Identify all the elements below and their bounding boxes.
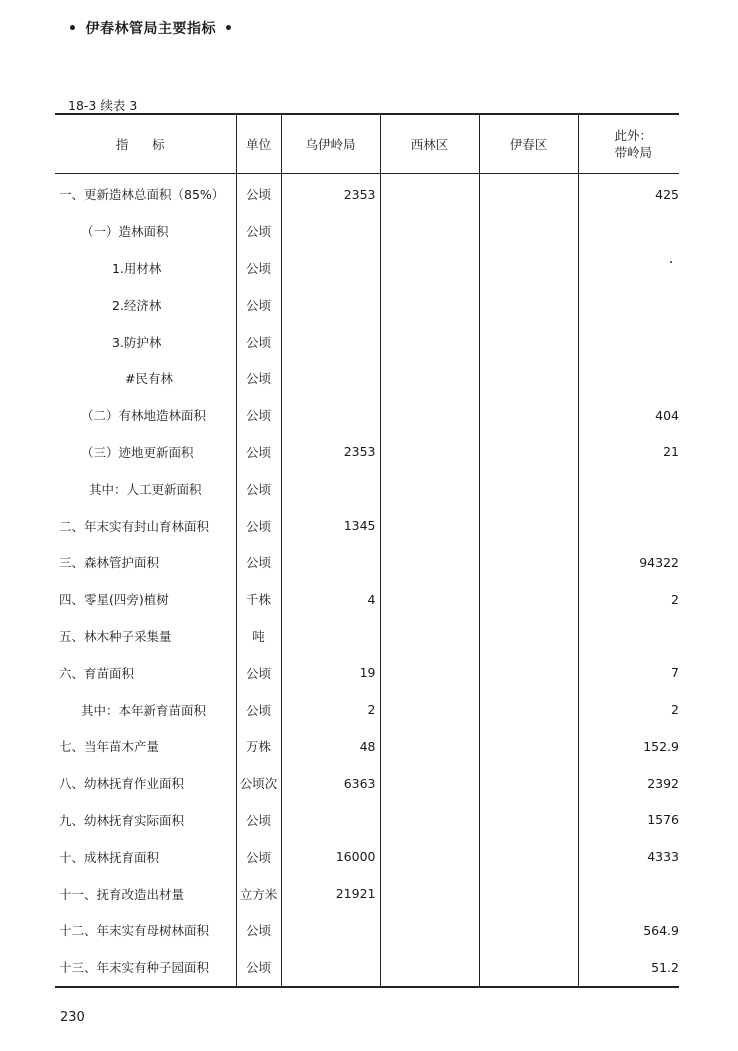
row-indicator: 3.防护林 bbox=[112, 334, 162, 350]
row-indicator: （二）有林地造林面积 bbox=[81, 408, 207, 424]
row-indicator: （三）迹地更新面积 bbox=[81, 444, 194, 460]
row-unit: 公顷 bbox=[236, 691, 281, 728]
row-value-yichun bbox=[479, 250, 578, 287]
row-value-xilin bbox=[380, 691, 479, 728]
row-indicator: 2.经济林 bbox=[112, 297, 162, 313]
row-value-dailing bbox=[578, 470, 679, 507]
table-row bbox=[55, 507, 679, 544]
row-value-xilin bbox=[380, 250, 479, 287]
row-unit: 万株 bbox=[236, 728, 281, 765]
row-value-yichun bbox=[479, 213, 578, 250]
row-indicator: 九、幼林抚育实际面积 bbox=[59, 812, 185, 828]
page-header bbox=[60, 18, 241, 38]
row-value-wuyiling bbox=[281, 213, 380, 250]
row-value-dailing: 2392 bbox=[578, 765, 679, 802]
row-value-wuyiling: 4 bbox=[281, 581, 380, 618]
row-value-dailing: 564.9 bbox=[578, 912, 679, 949]
table-caption: 18-3 续表 3 bbox=[68, 98, 138, 113]
row-value-xilin bbox=[380, 434, 479, 471]
table-row bbox=[55, 838, 679, 875]
column-header-dailing-label: 带岭局 bbox=[614, 145, 653, 160]
row-value-wuyiling: 16000 bbox=[281, 838, 380, 875]
row-value-wuyiling bbox=[281, 397, 380, 434]
row-value-yichun bbox=[479, 360, 578, 397]
row-unit: 千株 bbox=[236, 581, 281, 618]
scan-speck bbox=[670, 261, 672, 263]
row-value-yichun bbox=[479, 949, 578, 987]
row-value-wuyiling: 21921 bbox=[281, 875, 380, 912]
row-unit: 公顷 bbox=[236, 507, 281, 544]
table-row bbox=[55, 213, 679, 250]
row-indicator: 八、幼林抚育作业面积 bbox=[59, 776, 185, 792]
row-value-wuyiling bbox=[281, 912, 380, 949]
table-row bbox=[55, 434, 679, 471]
row-value-wuyiling bbox=[281, 802, 380, 839]
row-indicator: 一、更新造林总面积（85%） bbox=[59, 187, 225, 203]
row-value-dailing bbox=[578, 618, 679, 655]
table-row bbox=[55, 875, 679, 912]
row-value-xilin bbox=[380, 581, 479, 618]
table-row bbox=[55, 618, 679, 655]
row-value-yichun bbox=[479, 765, 578, 802]
row-value-dailing bbox=[578, 250, 679, 287]
row-indicator: 十、成林抚育面积 bbox=[59, 849, 160, 865]
row-unit: 公顷 bbox=[236, 250, 281, 287]
row-unit: 公顷 bbox=[236, 397, 281, 434]
row-value-xilin bbox=[380, 174, 479, 213]
table-row bbox=[55, 250, 679, 287]
row-value-dailing bbox=[578, 507, 679, 544]
row-unit: 吨 bbox=[236, 618, 281, 655]
row-value-yichun bbox=[479, 618, 578, 655]
indicator-table bbox=[55, 113, 679, 988]
table-header-row bbox=[55, 114, 679, 174]
row-indicator: 五、林木种子采集量 bbox=[59, 628, 172, 644]
row-value-dailing: 404 bbox=[578, 397, 679, 434]
row-value-yichun bbox=[479, 875, 578, 912]
row-value-dailing: 152.9 bbox=[578, 728, 679, 765]
row-value-yichun bbox=[479, 728, 578, 765]
row-value-wuyiling: 19 bbox=[281, 654, 380, 691]
column-header-besides: 此外： bbox=[614, 128, 653, 143]
row-value-yichun bbox=[479, 654, 578, 691]
row-value-xilin bbox=[380, 397, 479, 434]
column-header-dailing bbox=[578, 114, 679, 174]
table-row bbox=[55, 765, 679, 802]
table-row bbox=[55, 691, 679, 728]
row-value-yichun bbox=[479, 581, 578, 618]
row-value-yichun bbox=[479, 507, 578, 544]
table-row bbox=[55, 544, 679, 581]
row-value-wuyiling: 2 bbox=[281, 691, 380, 728]
table-row bbox=[55, 323, 679, 360]
row-value-yichun bbox=[479, 397, 578, 434]
row-indicator: 1.用材林 bbox=[112, 260, 162, 276]
column-header-wuyiling: 乌伊岭局 bbox=[281, 114, 380, 174]
table-row bbox=[55, 949, 679, 987]
column-header-xilin: 西林区 bbox=[380, 114, 479, 174]
row-unit: 公顷 bbox=[236, 360, 281, 397]
row-unit: 公顷 bbox=[236, 286, 281, 323]
page-number: 230 bbox=[60, 1010, 85, 1025]
row-value-dailing: 425 bbox=[578, 174, 679, 213]
row-value-wuyiling bbox=[281, 618, 380, 655]
row-value-yichun bbox=[479, 323, 578, 360]
row-unit: 公顷 bbox=[236, 434, 281, 471]
row-value-dailing: 4333 bbox=[578, 838, 679, 875]
table-row bbox=[55, 728, 679, 765]
table-row bbox=[55, 397, 679, 434]
table-row bbox=[55, 654, 679, 691]
row-value-wuyiling bbox=[281, 470, 380, 507]
row-value-yichun bbox=[479, 470, 578, 507]
row-value-yichun bbox=[479, 802, 578, 839]
table-row bbox=[55, 470, 679, 507]
row-value-dailing bbox=[578, 323, 679, 360]
row-value-xilin bbox=[380, 912, 479, 949]
row-value-wuyiling bbox=[281, 250, 380, 287]
row-value-wuyiling: 48 bbox=[281, 728, 380, 765]
table-row bbox=[55, 802, 679, 839]
row-value-wuyiling bbox=[281, 949, 380, 987]
column-header-unit: 单位 bbox=[236, 114, 281, 174]
row-indicator: 六、育苗面积 bbox=[59, 665, 135, 681]
row-value-yichun bbox=[479, 286, 578, 323]
row-value-yichun bbox=[479, 912, 578, 949]
row-unit: 公顷次 bbox=[236, 765, 281, 802]
row-value-yichun bbox=[479, 174, 578, 213]
row-value-dailing: 2 bbox=[578, 691, 679, 728]
row-value-dailing bbox=[578, 875, 679, 912]
row-unit: 公顷 bbox=[236, 470, 281, 507]
row-value-dailing: 2 bbox=[578, 581, 679, 618]
row-indicator: 七、当年苗木产量 bbox=[59, 739, 160, 755]
row-indicator: 三、森林管护面积 bbox=[59, 555, 160, 571]
row-unit: 公顷 bbox=[236, 949, 281, 987]
row-indicator: （一）造林面积 bbox=[81, 224, 169, 240]
row-value-wuyiling: 2353 bbox=[281, 434, 380, 471]
row-value-wuyiling bbox=[281, 323, 380, 360]
row-value-wuyiling: 6363 bbox=[281, 765, 380, 802]
row-indicator: 其中：人工更新面积 bbox=[89, 481, 202, 497]
row-value-yichun bbox=[479, 838, 578, 875]
row-value-wuyiling bbox=[281, 544, 380, 581]
table-row bbox=[55, 360, 679, 397]
table-row bbox=[55, 912, 679, 949]
row-unit: 公顷 bbox=[236, 654, 281, 691]
row-value-yichun bbox=[479, 434, 578, 471]
header-bullet-right: • bbox=[223, 21, 234, 37]
row-value-xilin bbox=[380, 838, 479, 875]
column-header-yichun: 伊春区 bbox=[479, 114, 578, 174]
row-unit: 公顷 bbox=[236, 213, 281, 250]
row-value-xilin bbox=[380, 544, 479, 581]
row-value-yichun bbox=[479, 691, 578, 728]
table-row bbox=[55, 174, 679, 213]
row-value-wuyiling: 1345 bbox=[281, 507, 380, 544]
row-value-wuyiling: 2353 bbox=[281, 174, 380, 213]
row-value-dailing: 7 bbox=[578, 654, 679, 691]
row-indicator: #民有林 bbox=[125, 371, 173, 387]
row-value-wuyiling bbox=[281, 360, 380, 397]
row-indicator: 二、年末实有封山育林面积 bbox=[59, 518, 210, 534]
row-value-dailing: 1576 bbox=[578, 802, 679, 839]
row-value-xilin bbox=[380, 360, 479, 397]
column-header-indicator: 指 标 bbox=[55, 114, 236, 174]
table-row bbox=[55, 581, 679, 618]
row-value-dailing bbox=[578, 360, 679, 397]
table-row bbox=[55, 286, 679, 323]
row-indicator: 其中：本年新育苗面积 bbox=[81, 702, 207, 718]
row-value-dailing: 21 bbox=[578, 434, 679, 471]
row-unit: 公顷 bbox=[236, 838, 281, 875]
row-indicator: 四、零星(四旁)植树 bbox=[59, 592, 169, 608]
header-title: 伊春林管局主要指标 bbox=[85, 21, 216, 37]
row-value-xilin bbox=[380, 618, 479, 655]
row-value-xilin bbox=[380, 286, 479, 323]
row-indicator: 十一、抚育改造出材量 bbox=[59, 886, 185, 902]
row-unit: 立方米 bbox=[236, 875, 281, 912]
row-value-xilin bbox=[380, 728, 479, 765]
row-indicator: 十二、年末实有母树林面积 bbox=[59, 923, 210, 939]
row-indicator: 十三、年末实有种子园面积 bbox=[55, 949, 236, 987]
row-unit: 公顷 bbox=[236, 912, 281, 949]
row-unit: 公顷 bbox=[236, 802, 281, 839]
row-value-wuyiling bbox=[281, 286, 380, 323]
row-value-xilin bbox=[380, 949, 479, 987]
row-unit: 公顷 bbox=[236, 544, 281, 581]
table-body bbox=[55, 174, 679, 987]
row-value-xilin bbox=[380, 875, 479, 912]
row-unit: 公顷 bbox=[236, 323, 281, 360]
row-value-yichun bbox=[479, 544, 578, 581]
row-value-xilin bbox=[380, 213, 479, 250]
row-value-xilin bbox=[380, 654, 479, 691]
row-value-dailing bbox=[578, 286, 679, 323]
row-value-dailing bbox=[578, 213, 679, 250]
row-value-xilin bbox=[380, 765, 479, 802]
row-value-xilin bbox=[380, 470, 479, 507]
header-bullet-left: • bbox=[68, 21, 78, 37]
row-value-dailing: 51.2 bbox=[578, 949, 679, 987]
row-value-dailing: 94322 bbox=[578, 544, 679, 581]
row-unit: 公顷 bbox=[236, 174, 281, 213]
row-value-xilin bbox=[380, 802, 479, 839]
row-value-xilin bbox=[380, 507, 479, 544]
row-value-xilin bbox=[380, 323, 479, 360]
